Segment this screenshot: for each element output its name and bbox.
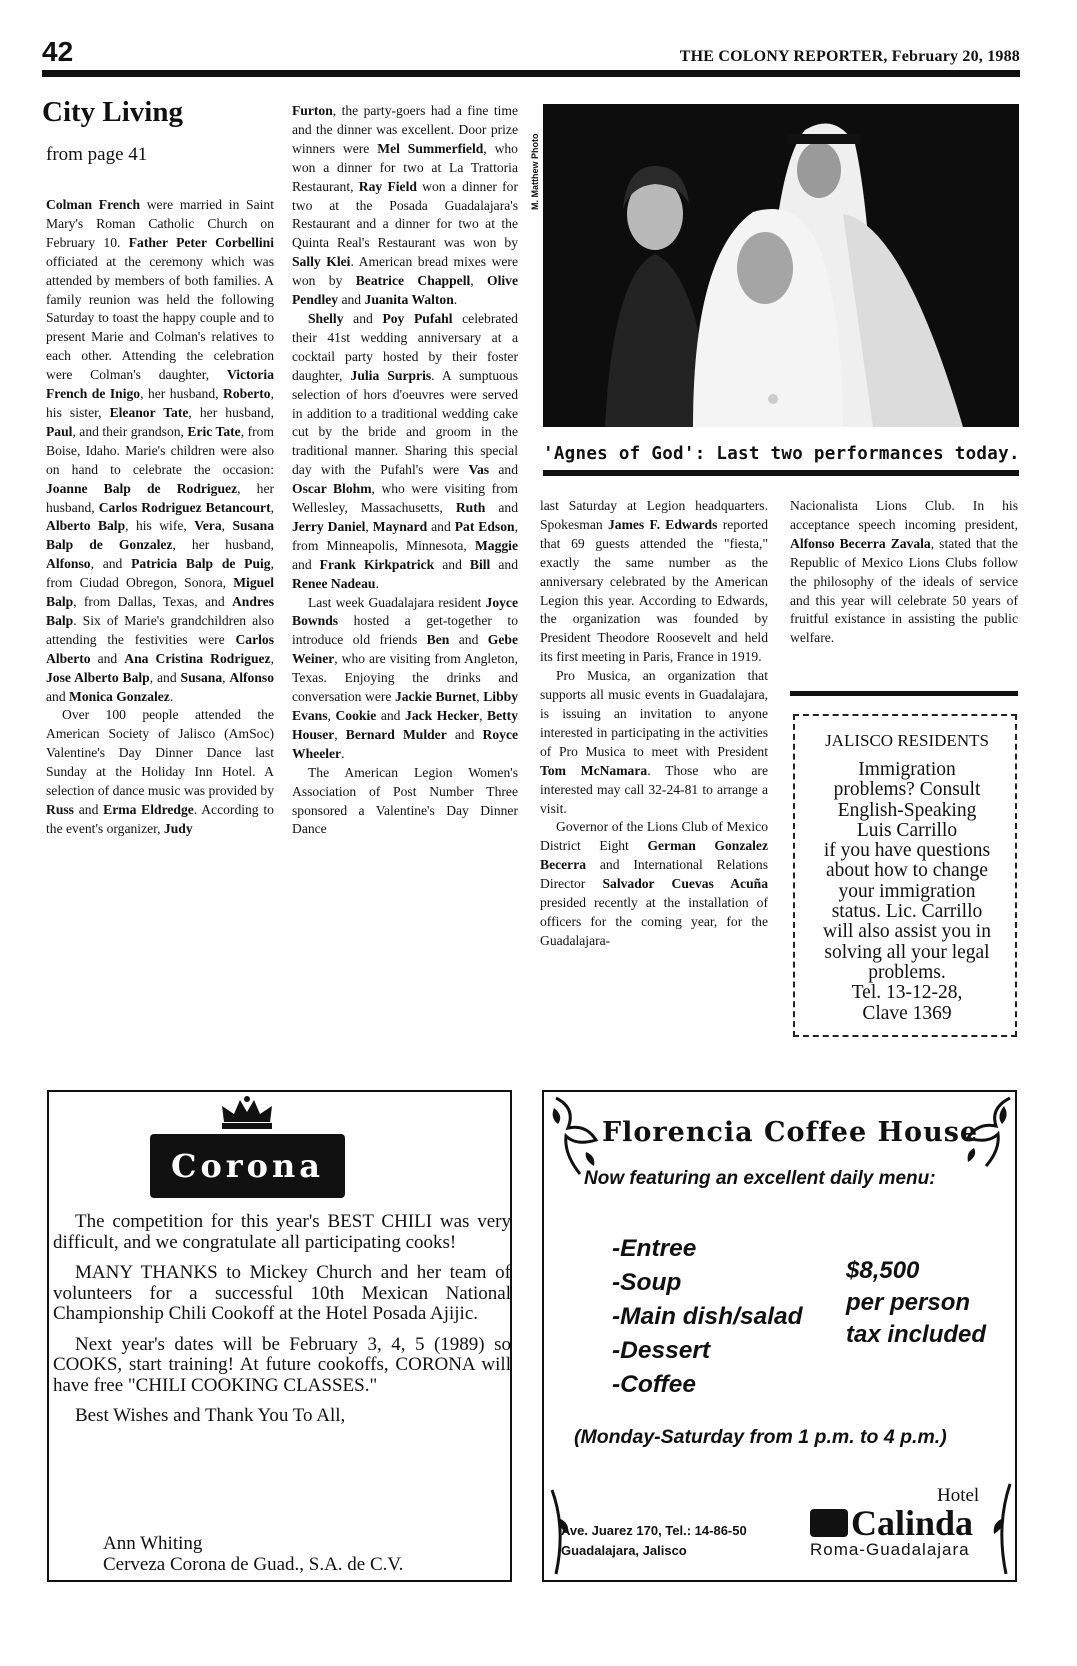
- florencia-title: Florencia Coffee House: [602, 1117, 979, 1148]
- ad-line: Immigration: [858, 759, 956, 780]
- florencia-address: [561, 1521, 747, 1561]
- price-tax-note: tax included: [846, 1321, 987, 1348]
- menu-price: [846, 1255, 986, 1351]
- ad-line: if you have questions: [823, 840, 991, 862]
- menu-item: -Dessert: [612, 1337, 711, 1364]
- corona-signature: [103, 1534, 403, 1575]
- section-title: City Living: [42, 96, 183, 128]
- hotel-location: Roma-Guadalajara: [810, 1540, 970, 1559]
- opening-hours: (Monday-Saturday from 1 p.m. to 4 p.m.): [574, 1426, 947, 1448]
- ad-line: will also assist you in: [823, 921, 991, 943]
- photo-caption: 'Agnes of God': Last two performances today.: [543, 444, 1020, 464]
- ad-line: solving all your legal: [824, 941, 990, 963]
- menu-item: -Main dish/salad: [612, 1303, 803, 1330]
- article-column-3: last Saturday at Legion headquarters. Spokesman James F. Edwards reported that 69 guests attended the "fiesta," exactly the same number as the anniversary celebrated by the American Legion this year. According to Edwards, the organization was founded by President Theodore Roosevelt and held its first meeting in Paris, France in 1919. Pro Musica, an organization that supports all music events in Guadalajara, is issuing an invitation to anyone interested in participating in the activities of Pro Musica to meet with President Tom McNamara. Those who are interested may call 32-24-81 to arrange a visit. Governor of the Lions Club of Mexico District Eight German Gonzalez Becerra and International Relations Director Salvador Cuevas Acuña presided recently at the installation of officers for the coming year, for the Guadalajara-: [540, 498, 769, 948]
- ad-line: status. Lic. Carrillo: [831, 901, 983, 923]
- caption-rule: [543, 470, 1019, 476]
- publication-dateline: THE COLONY REPORTER, February 20, 1988: [679, 48, 1020, 65]
- article-column-2: Furton, the party-goers had a fine time and the dinner was excellent. Door prize winners were Mel Summerfield, who won a dinner for two at La Trattoria Restaurant, Ray Field won a dinner for two at the Posada Guadalajara's Restaurant and a dinner for two at the Quinta Real's Restaurant was won by Sally Klei. American bread mixes were won by Beatrice Chappell, Olive Pendley and Juanita Walton. Shelly and Poy Pufahl celebrated their 41st wedding anniversary at a cocktail party hosted by their foster daughter, Julia Surpris. A sumptuous selection of hors d'oeuvres were served in addition to a traditional wedding cake cut by the bride and groom in the traditional manner. Sharing this special day with the Pufahl's were Vas and Oscar Blohm, who were visiting from Wellesley, Massachusetts, Ruth and Jerry Daniel, Maynard and Pat Edson, from Minneapolis, Minnesota, Maggie and Frank Kirkpatrick and Bill and Renee Nadeau. Last week Guadalajara resident Joyce Bownds hosted a get-together to introduce old friends Ben and Gebe Weiner, who are visiting from Angleton, Texas. Enjoying the drinks and conversation were Jackie Burnet, Libby Evans, Cookie and Jack Hecker, Betty Houser, Bernard Mulder and Royce Wheeler. The American Legion Women's Association of Post Number Three sponsored a Valentine's Day Dinner Dance: [292, 103, 519, 837]
- ad-line: Clave 1369: [862, 1002, 952, 1024]
- menu-list: [612, 1232, 803, 1402]
- ad-line: Tel. 13-12-28,: [851, 982, 963, 1004]
- page-number: 42: [42, 36, 74, 67]
- calinda-mark-icon: [810, 1509, 848, 1537]
- ad-paragraph: MANY THANKS to Mickey Church and her team of volunteers for a successful 10th Mexican National Championship Chili Cookoff at the Hotel Posada Ajijic.: [53, 1262, 511, 1324]
- header-rule: [42, 70, 1020, 77]
- ad-body: [800, 760, 1014, 1024]
- section-continuation: from page 41: [46, 144, 148, 165]
- ad-heading: JALISCO RESIDENTS: [825, 731, 989, 750]
- florencia-subtitle: Now featuring an excellent daily menu:: [584, 1168, 936, 1189]
- hotel-name: Calinda: [851, 1503, 974, 1543]
- article-column-4: Nacionalista Lions Club. In his acceptance speech incoming president, Alfonso Becerra Zavala, stated that the Republic of Mexico Lions Clubs follow the philosophy of the ideals of service and this year will celebrate 50 years of fruitful existance in assisting the public welfare.: [790, 498, 1018, 646]
- ad-line: your immigration: [838, 880, 976, 902]
- hotel-label: Hotel: [937, 1485, 980, 1506]
- ad-line: Luis Carrillo: [856, 819, 958, 841]
- ad-paragraph: The competition for this year's BEST CHILI was very difficult, and we congratulate all participating cooks!: [53, 1211, 511, 1253]
- crown-icon: [218, 1096, 276, 1130]
- ad-line: problems.: [868, 961, 946, 983]
- signature-name: Ann Whiting: [103, 1533, 203, 1554]
- menu-item: -Entree: [612, 1235, 697, 1262]
- ad-paragraph: Best Wishes and Thank You To All,: [75, 1405, 346, 1426]
- ad-separator-rule: [790, 691, 1018, 696]
- ad-line: English-Speaking: [837, 799, 977, 821]
- ad-line: problems? Consult: [833, 779, 981, 801]
- article-column-1: Colman French were married in Saint Mary's Roman Catholic Church on February 10. Father Peter Corbellini officiated at the ceremony which was attended by members of both families. A family reunion was held the following Saturday to toast the happy couple and to present Marie and Colman's relatives to each other. Attending the celebration were Colman's daughter, Victoria French de Inigo, her husband, Roberto, his sister, Eleanor Tate, her husband, Paul, and their grandson, Eric Tate, from Boise, Idaho. Marie's children were also on hand to celebrate the occasion: Joanne Balp de Rodriguez, her husband, Carlos Rodriguez Betancourt, Alberto Balp, his wife, Vera, Susana Balp de Gonzalez, her husband, Alfonso, and Patricia Balp de Puig, from Ciudad Obregon, Sonora, Miguel Balp, from Dallas, Texas, and Andres Balp. Six of Marie's grandchildren also attending the festivities were Carlos Alberto and Ana Cristina Rodriguez, Jose Alberto Balp, and Susana, Alfonso and Monica Gonzalez. Over 100 people attended the American Society of Jalisco (AmSoc) Valentine's Day Dinner Dance last Sunday at the Holiday Inn Hotel. A selection of dance music was provided by Russ and Erma Eldredge. According to the event's organizer, Judy: [46, 197, 275, 836]
- ad-paragraph: Next year's dates will be February 3, 4, 5 (1989) so COOKS, start training! At future cookoffs, CORONA will have free "CHILI COOKING CLASSES.": [53, 1333, 511, 1396]
- photo-credit: M. Matthew Photo: [530, 133, 540, 210]
- menu-item: -Coffee: [612, 1371, 696, 1398]
- signature-company: Cerveza Corona de Guad., S.A. de C.V.: [103, 1553, 404, 1575]
- agnes-of-god-photo: [543, 104, 1019, 427]
- ad-line: about how to change: [826, 860, 988, 882]
- corona-ad-text: [53, 1212, 511, 1437]
- price-unit: per person: [846, 1289, 971, 1316]
- address-line: Guadalajara, Jalisco: [561, 1543, 687, 1558]
- corona-logo: Corona: [150, 1134, 345, 1198]
- address-line: Ave. Juarez 170, Tel.: 14-86-50: [561, 1523, 747, 1538]
- photo-image: [543, 104, 1019, 427]
- floral-ornament-icon: [990, 1482, 1016, 1576]
- price-amount: $8,500: [846, 1257, 920, 1284]
- calinda-logo: [810, 1502, 973, 1544]
- menu-item: -Soup: [612, 1269, 682, 1296]
